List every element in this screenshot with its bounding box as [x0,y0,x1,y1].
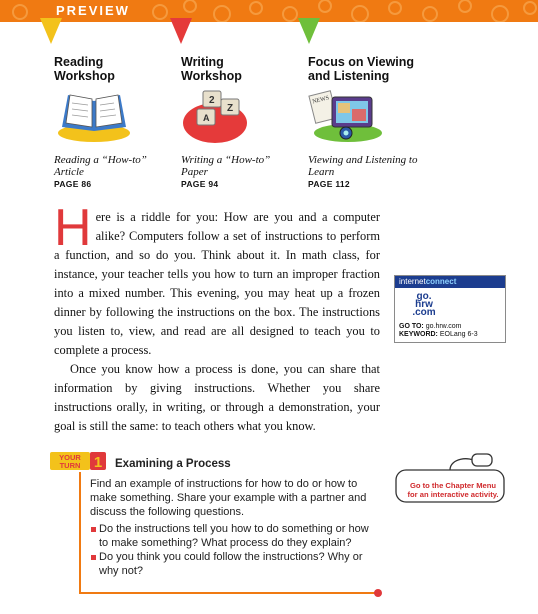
open-book-icon [54,87,134,145]
question-item: Do the instructions tell you how to do something or how to make something? What process do they explain? [90,522,370,550]
chapter-menu-text[interactable]: Go to the Chapter Menu for an interactive activity. [407,481,499,499]
mouse-icon [472,454,492,466]
page-reference[interactable]: PAGE 86 [54,179,92,189]
goto-url[interactable]: go.hrw.com [425,323,462,330]
viewing-listening-focus[interactable] [308,55,448,189]
media-tv-icon [308,87,388,145]
workshop-subtitle: Viewing and Listening to Learn PAGE 112 [308,155,458,191]
question-item: Do you think you could follow the instructions? Why or why not? [90,550,370,578]
workshop-title: Focus on Viewing and Listening [308,55,415,83]
workshop-subtitle: Reading a “How-to” Article PAGE 86 [54,155,204,191]
internet-connect-header: internetconnect [395,276,505,288]
green-pennant [298,18,320,44]
keyword-value: EOLang 6-3 [439,331,478,338]
svg-text:Z: Z [227,103,234,114]
goto-info: GO TO: go.hrw.com KEYWORD: EOLang 6-3 [399,323,478,338]
activity-intro: Find an example of instructions for how to do or how to make something. Share your example with a partner and discuss the following questions. [90,478,367,518]
hrw-logo: go. hrw .com [412,291,436,318]
internet-connect-box[interactable] [394,275,506,343]
workshop-title: Reading Workshop [54,55,115,83]
question-list [90,522,370,578]
preview-banner [0,0,538,22]
your-turn-label-1: YOUR [59,453,81,462]
intro-text [54,199,380,436]
activity-title: Examining a Process [115,458,231,470]
page-reference[interactable]: PAGE 94 [181,179,219,189]
banner-title: PREVIEW [56,3,130,18]
red-pennant [170,18,192,44]
your-turn-number: 1 [93,454,103,470]
svg-text:A: A [203,113,210,123]
writing-workshop[interactable] [181,55,306,189]
svg-text:NEWS: NEWS [311,95,330,106]
workshop-title: Writing Workshop [181,55,242,83]
your-turn-badge [50,452,106,470]
reading-workshop[interactable] [54,55,179,189]
intro-paragraph-2: Once you know how a process is done, you can share that information by giving instructions. Whether you share instructions orally, in writing, or through a demonstration, your goal is still the same: to teach others what you know. [54,362,380,433]
drop-cap: H [54,199,92,257]
keyboard-keys-icon [181,87,261,145]
workshop-subtitle: Writing a “How-to” Paper PAGE 94 [181,155,331,191]
yellow-pennant [40,18,62,44]
activity-text [90,477,370,578]
intro-paragraph-1: Here is a riddle for you: How are you and a computer alike? Computers follow a set of instructions to perform a function, and so do you. Think about it. In math class, for instance, your teacher tells you how to turn an improper fraction into a mixed number. This evening, you may heat up a frozen dinner by following the instructions on the box. The instructions you listen to, view, and read are all designed to teach you to complete a process. [54,199,380,357]
your-turn-label-2: TURN [59,461,81,470]
svg-text:2: 2 [209,95,215,106]
page-reference[interactable]: PAGE 112 [308,179,350,189]
